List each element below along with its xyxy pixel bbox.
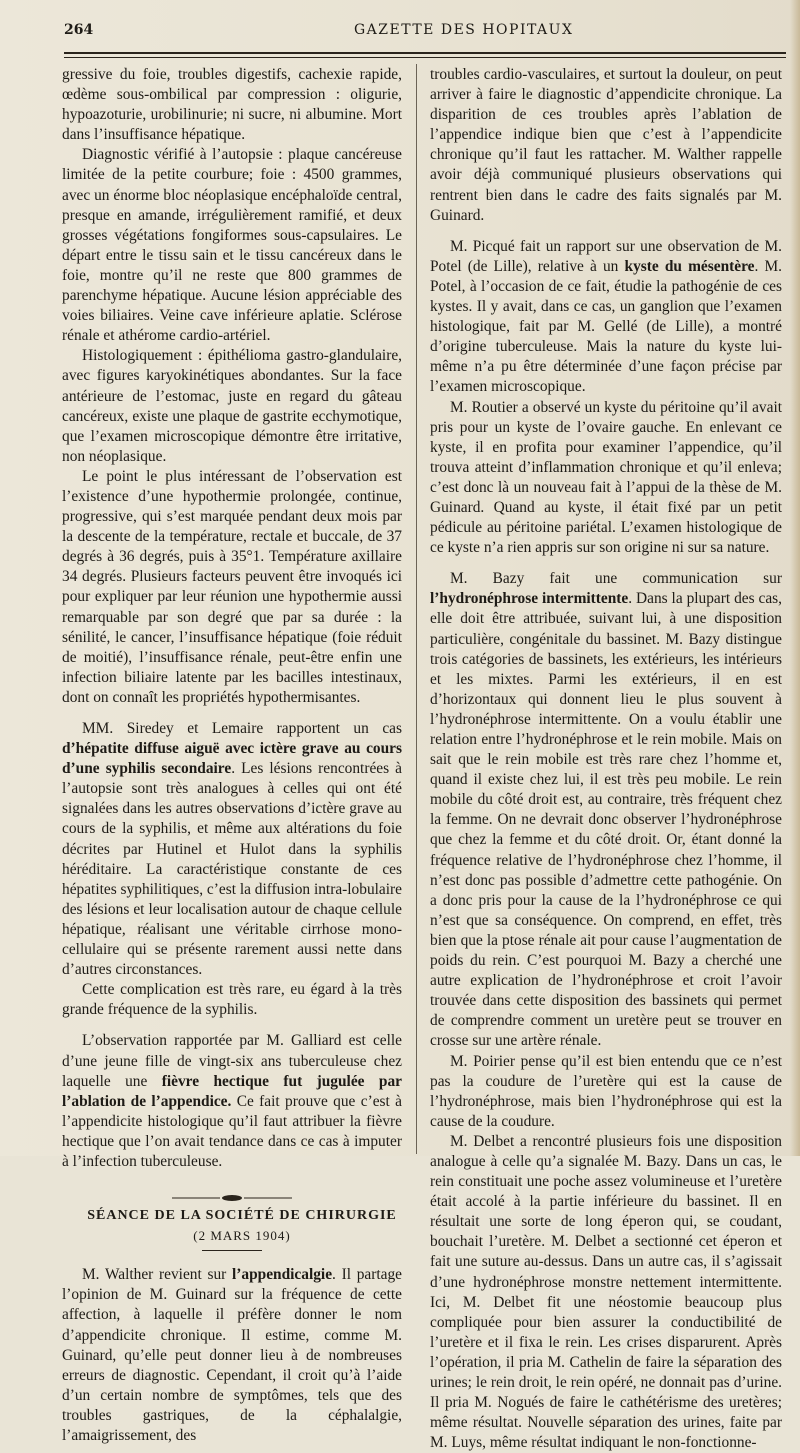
paragraph (430, 237, 782, 398)
paragraph: troubles cardio-vasculaires, et surtout la douleur, on peut arriver à faire le diagnostic d’appendicite chronique. La disparition de ces troubles après l’ablation de l’appendice indique bien que c’est à l’appendicite chronique qu’il faut les rattacher. M. Walther rappelle avoir déjà communiqué plusieurs observations qui rentrent bien dans le cadre des faits signalés par M. Guinard. (430, 66, 782, 224)
page-number: 264 (64, 22, 94, 38)
paragraph: Cette complication est très rare, eu égard à la très grande fréquence de la syphilis. (62, 981, 402, 1019)
text-run: . Les lésions rencontrées à l’autopsie sont très analogues à celles qui ont été signalées dans les autres observations d’ictère grave au cours de la syphilis, et même aux altérations du foie décrites par Hutinel et Hulot dans la syphilis héréditaire. La caractéristique constante de ces hépatites syphilitiques, c’est la diffusion intra-lobulaire des lésions et leur localisation autour de chaque cellule hépatique, réalisant une véritable cirrhose mono-cellulaire qui se présente rarement aussi nette dans d’autres circonstances. (62, 760, 402, 979)
section-title: SÉANCE DE LA SOCIÉTÉ DE CHIRURGIE (87, 1208, 397, 1224)
column-divider (416, 64, 417, 1154)
text-run: Ce fait prouve que c’est à l’appendicite histologique qu’il faut attribuer la fièvre hectique que l’on avait tendance dans ce cas à imputer à l’infection tuberculeuse. (62, 1092, 402, 1170)
paragraph (62, 1265, 402, 1446)
section-rule (202, 1250, 262, 1251)
paragraph (62, 1031, 402, 1172)
right-column (430, 65, 783, 1452)
text-run: . Dans la plupart des cas, elle doit être attribuée, suivant lui, à une disposition particulière, congénitale du bassinet. M. Bazy distingue trois catégories de bassinets, les extérieurs, les intérieurs et les mixtes. Parmi les extérieurs, il en est d’horizontaux qui donnent lieu le plus souvent à l’hydronéphrose intermittente. On a voulu établir une relation entre l’hydronéphrose et le rein mobile. Mais on sait que le rein mobile est très rare chez l’homme et, quand il existe chez lui, il est très peu mobile. Le rein mobile du côté droit est, au contraire, très fréquent chez la femme. On ne devrait donc observer l’hydronéphrose que chez la femme et du côté droit. Or, étant donné la fréquence relative de l’hydronéphrose chez l’homme, il n’est donc pas possible d’admettre cette pathogénie. On a donc pris pour la cause de la l’hydronéphrose ce qui n’est que sa conséquence. On comprend, en effet, très bien que la ptose rénale ait pour cause l’augmentation de poids du rein. C’est pourquoi M. Bazy a cherché une autre explication de l’hydronéphrose et croit l’avoir trouvée dans cette disposition des bassinets qui permet de comprendre comment un uretère peut se trouver en crosse sur une artère rénale. (430, 590, 782, 1050)
bold-term: l’appendicalgie (231, 1266, 333, 1284)
text-run: . M. Potel, à l’occasion de ce fait, étudie la pathogénie de ces kystes. Il y avait, dans ce cas, un ganglion que l’examen histologique, fait par M. Gellé (de Lille), a montré d’origine tuberculeuse. Mais la nature du kyste lui-même n’a pu être déterminée d’une façon précise par l’examen microscopique. (430, 257, 783, 396)
text-run: L’observation rapportée par M. Galliard est celle d’une jeune fille de vingt-six ans tuberculeuse chez laquelle une (62, 1032, 402, 1090)
section-date: (2 MARS 1904) (193, 1228, 291, 1244)
page-header (64, 22, 784, 48)
paragraph: M. Poirier pense qu’il est bien entendu que ce n’est pas la coudure de l’uretère qui est la cause de l’hydronéphrose, mais bien l’hydronéphrose qui est la cause de la coudure. (430, 1052, 782, 1130)
bold-term: fièvre hectique fut jugulée par l’ablation de l’appendice. (62, 1072, 402, 1110)
bold-term: l’hydronéphrose intermittente (430, 590, 629, 608)
left-column (62, 65, 402, 1444)
text-run: M. Walther revient sur (82, 1266, 232, 1284)
section-ornament (62, 1188, 402, 1196)
text-run: M. Bazy fait une communication sur (450, 570, 782, 588)
page-edge-shadow (790, 0, 800, 1156)
bold-term: d’hépatite diffuse aiguë avec ictère grave au cours d’une syphilis secondaire (62, 740, 402, 778)
paragraph: gressive du foie, troubles digestifs, cachexie rapide, œdème sous-ombilical par compression : oligurie, hypoazoturie, urobilinurie; ni sucre, ni albumine. Mort dans l’insuffisance hépatique. (62, 66, 402, 144)
text-run: M. Picqué fait un rapport sur une observation de M. Potel (de Lille), relative à un (430, 237, 782, 275)
paragraph: M. Delbet a rencontré plusieurs fois une disposition analogue à celle qu’a signalée M. Bazy. Dans un cas, le rein constituait une poche assez volumineuse et l’uretère était accolé à la partie inférieure du bassinet. Il en résultait une sorte de long éperon qui, se coudant, bouchait l’uretère. M. Delbet a sectionné cet éperon et fait une suture au-dessus. Dans un autre cas, il s’agissait d’une hydronéphrose monstre nettement intermittente. Ici, M. Delbet fit une néostomie beaucoup plus compliquée pour bien assurer la conductibilité de l’uretère et il fixa le rein. Les crises disparurent. Après l’opération, il pria M. Cathelin de faire la séparation des urines; le rein droit, le rein opéré, ne donnait pas d’urine. Il pria M. Nogués de faire le cathétérisme des uretères; même résultat. Nouvelle séparation des urines, faite par M. Luys, même résultat indiquant le non-fonctionne- (430, 1132, 782, 1452)
paragraph: M. Routier a observé un kyste du péritoine qu’il avait pris pour un kyste de l’ovaire gauche. En enlevant ce kyste, il en profita pour examiner l’appendice, qu’il trouva atteint d’inflammation chronique et qu’il enleva; c’est donc là un nouveau fait à l’appui de la thèse de M. Guinard. Quand au kyste, il était fixé par un petit pédicule au péritoine pariétal. L’examen histologique de ce kyste n’a rien appris sur son origine ni sur sa nature. (430, 398, 782, 557)
paragraph (430, 569, 782, 1051)
paragraph (62, 719, 402, 980)
text-run: . Il partage l’opinion de M. Guinard sur la fréquence de cette affection, à laquelle il préfère donner le nom d’appendicite chronique. Il estime, comme M. Guinard, qu’elle peut donner lieu à de nombreuses erreurs de diagnostic. Cependant, il croit qu’à l’aide d’un certain nombre de symptômes, tels que des troubles gastriques, de la céphalalgie, l’amaigrissement, des (62, 1266, 402, 1444)
paragraph: Le point le plus intéressant de l’observation est l’existence d’une hypothermie prolongée, continue, progressive, qui s’est marquée pendant deux mois par la descente de la température, rectale et buccale, de 37 degrés à 36 degrés, puis à 35°1. Température axillaire 34 degrés. Plusieurs facteurs peuvent être invoqués ici pour expliquer par leur réunion une hypothermie aussi remarquable par son degré que par sa durée : la sénilité, le cancer, l’insuffisance hépatique (foie réduit de moitié), l’insuffisance rénale, peut-être enfin une infection biliaire latente par les bacilles intestinaux, dont on connaît les propriétés hypothermisantes. (62, 467, 402, 706)
paragraph: Histologiquement : épithélioma gastro-glandulaire, avec figures karyokinétiques abondantes. Sur la face antérieure de l’estomac, juste en regard du gâteau cancéreux, existe une plaque de gastrite ecchymotique, que l’examen microscopique démontre être irritative, non néoplasique. (62, 347, 402, 465)
bold-term: kyste du mésentère (624, 257, 755, 275)
header-rule-thin (64, 57, 786, 58)
text-run: MM. Siredey et Lemaire rapportent un cas (82, 720, 402, 737)
header-rule-thick (64, 52, 786, 54)
paragraph: Diagnostic vérifié à l’autopsie : plaque cancéreuse limitée de la petite courbure; foie : 4500 grammes, avec un énorme bloc néoplasique encéphaloïde central, presque en amande, irrégulièrement ramifié, et deux grosses végétations fongiformes sous-capsulaires. Le départ entre le tissu sain et le tissu cancéreux dans le foie, montre qu’il ne reste que 800 grammes de parenchyme hépatique. Aucune lésion appréciable des voies biliaires. Veine cave inférieure aplatie. Sclérose rénale et athérome cardio-artériel. (62, 146, 402, 345)
running-title: GAZETTE DES HOPITAUX (354, 22, 574, 38)
